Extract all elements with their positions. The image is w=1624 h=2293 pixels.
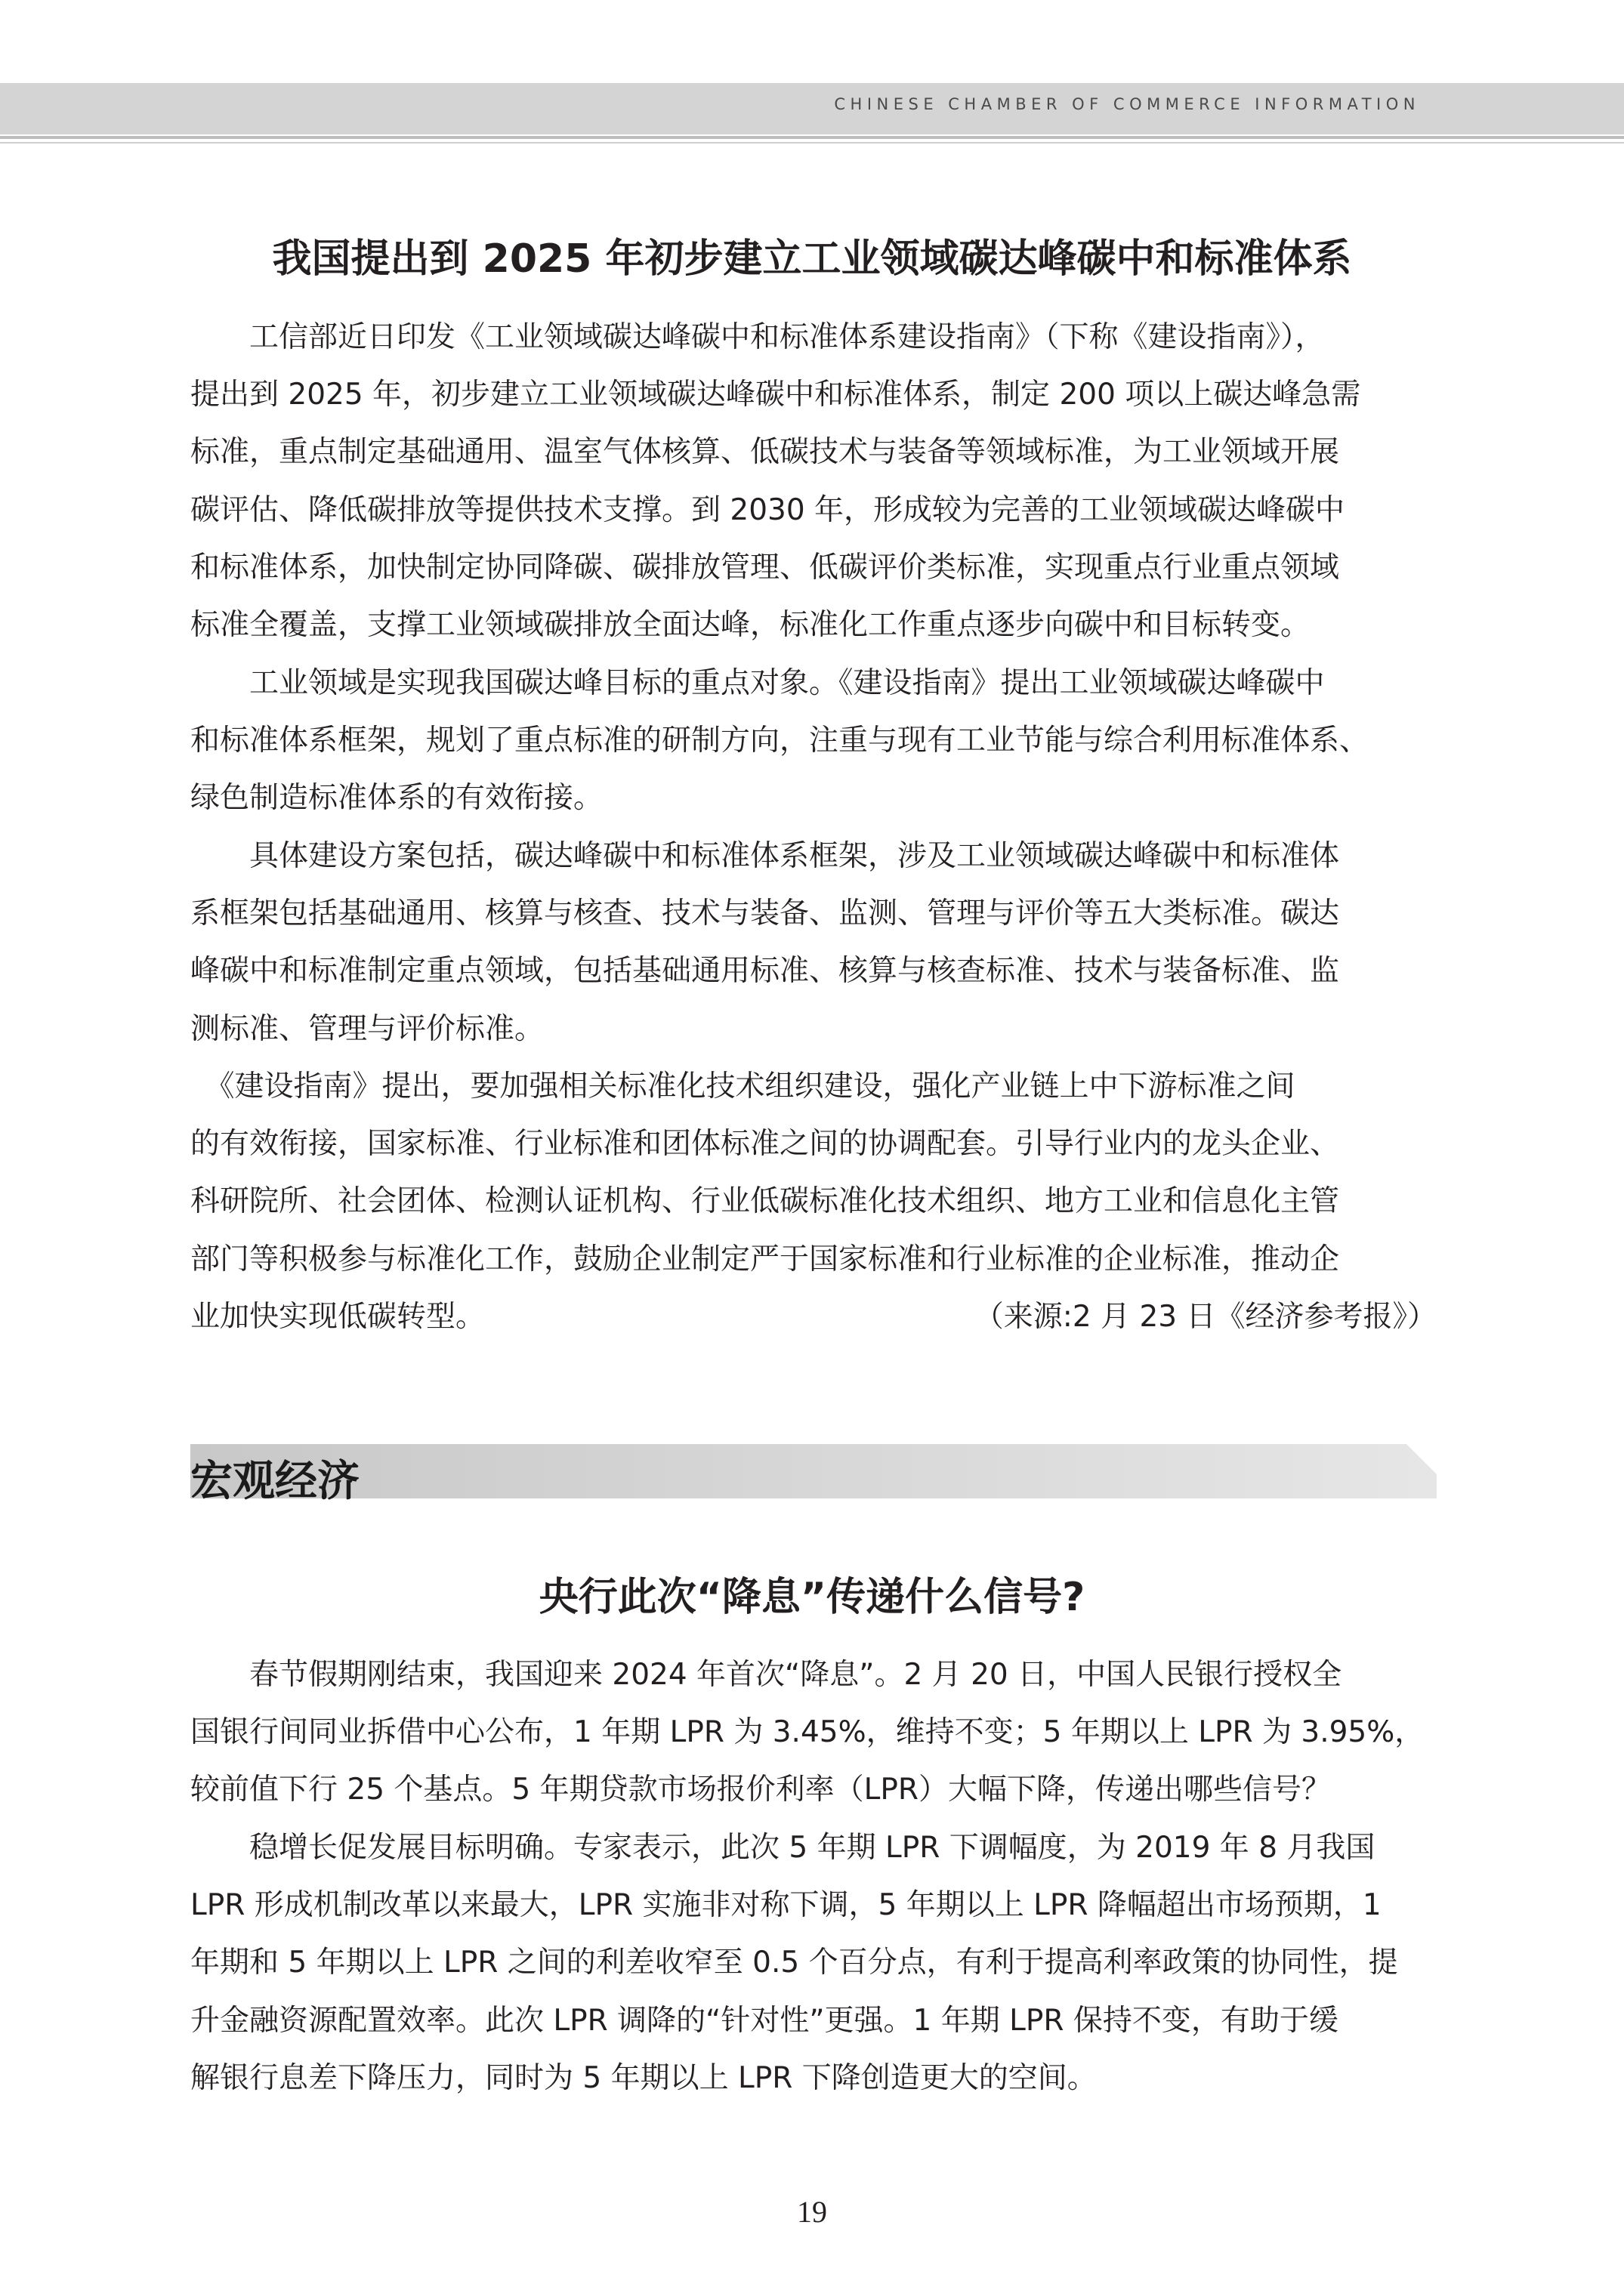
section-header bbox=[190, 1444, 1437, 1506]
section-title: 宏观经济 bbox=[190, 1456, 360, 1506]
article-paragraph: 工信部近日印发《工业领域碳达峰碳中和标准体系建设指南》（下称《建设指南》）， 提出到 2025 年，初步建立工业领域碳达峰碳中和标准体系，制定 200 项以上碳达峰急需 标准，重点制定基础通用、温室气体核算、低碳技术与装备等领域标准，为工业领域开展 碳评估、降低碳排放等提供技术支撑。到 2030 年，形成较为完善的工业领域碳达峰碳中 和标准体系，加快制定协同降碳、碳排放管理、低碳评价类标准，实现重点行业重点领域 标准全覆盖，支撑工业领域碳排放全面达峰，标准化工作重点逐步向碳中和目标转变。 bbox=[190, 320, 1361, 643]
running-header: CHINESE CHAMBER OF COMMERCE INFORMATION bbox=[834, 95, 1420, 113]
article-paragraph: 工业领域是实现我国碳达峰目标的重点对象。《建设指南》提出工业领域碳达峰碳中 和标准体系框架，规划了重点标准的研制方向，注重与现有工业节能与综合利用标准体系、 绿色制造标准体系的有效衔接。 bbox=[190, 666, 1369, 816]
article-paragraph: 稳增长促发展目标明确。专家表示，此次 5 年期 LPR 下调幅度，为 2019 年 8 月我国 LPR 形成机制改革以来最大，LPR 实施非对称下调，5 年期以上 LPR 降幅超出市场预期，1 年期和 5 年期以上 LPR 之间的利差收窄至 0.5 个百分点，有利于提高利率政策的协同性，提 升金融资源配置效率。此次 LPR 调降的“针对性”更强。1 年期 LPR 保持不变，有助于缓 解银行息差下降压力，同时为 5 年期以上 LPR 下降创造更大的空间。 bbox=[190, 1831, 1398, 2095]
article-paragraph: 春节假期刚结束，我国迎来 2024 年首次“降息”。2 月 20 日，中国人民银行授权全 国银行间同业拆借中心公布，1 年期 LPR 为 3.45%，维持不变；5 年期以上 LPR 为 3.95%， 较前值下行 25 个基点。5 年期贷款市场报价利率（LPR）大幅下降，传递出哪些信号？ bbox=[190, 1658, 1425, 1807]
article-title: 央行此次“降息”传递什么信号? bbox=[539, 1575, 1085, 1620]
page-number: 19 bbox=[797, 2195, 827, 2229]
article-paragraph: 《建设指南》提出，要加强相关标准化技术组织建设，强化产业链上中下游标准之间 的有效衔接，国家标准、行业标准和团体标准之间的协调配套。引导行业内的龙头企业、 科研院所、社会团体、检测认证机构、行业低碳标准化技术组织、地方工业和信息化主管 部门等积极参与标准化工作，鼓励企业制定严于国家标准和行业标准的企业标准，推动企 业加快实现低碳转型。 bbox=[190, 1069, 1340, 1334]
article-paragraph: 具体建设方案包括，碳达峰碳中和标准体系框架，涉及工业领域碳达峰碳中和标准体 系框架包括基础通用、核算与核查、技术与装备、监测、管理与评价等五大类标准。碳达 峰碳中和标准制定重点领域，包括基础通用标准、核算与核查标准、技术与装备标准、监 测标准、管理与评价标准。 bbox=[190, 839, 1340, 1046]
header-divider-thin bbox=[0, 142, 1624, 144]
article-source: （来源:2 月 23 日《经济参考报》） bbox=[974, 1300, 1437, 1334]
section-band-shape bbox=[190, 1444, 1437, 1498]
article-title: 我国提出到 2025 年初步建立工业领域碳达峰碳中和标准体系 bbox=[272, 236, 1352, 282]
header-divider bbox=[0, 136, 1624, 139]
